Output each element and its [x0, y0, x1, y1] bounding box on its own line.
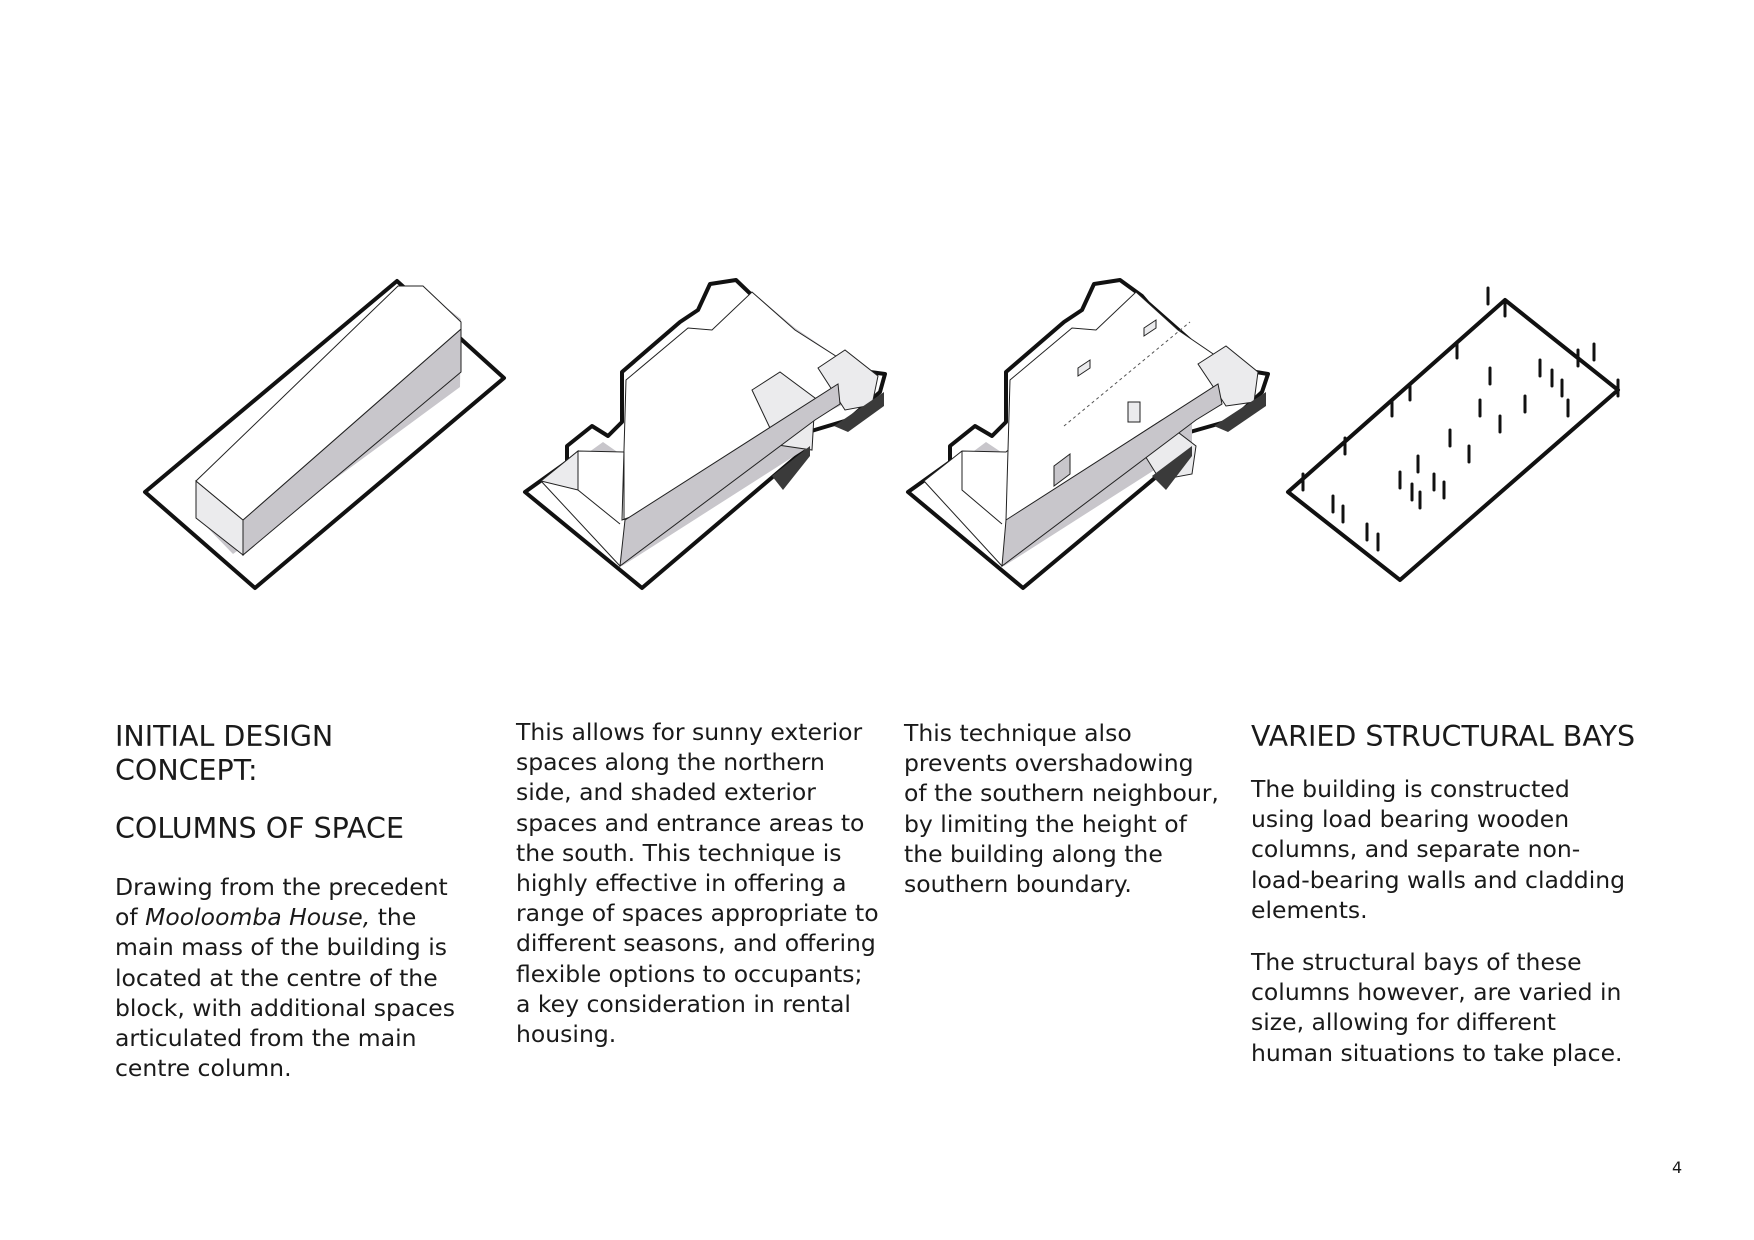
column-1	[115, 720, 475, 1083]
precedent-name: Mooloomba House,	[145, 903, 371, 932]
column-4-paragraph-1: The building is constructed using load bearing wooden columns, and separate non-load-bearing walls and cladding elements.	[1251, 775, 1626, 924]
axo-massing-refined	[908, 280, 1268, 588]
heading-columns-of-space: COLUMNS OF SPACE	[115, 812, 404, 845]
column-2-body: This allows for sunny exterior spaces along the northern side, and shaded exterior spaces and entrance areas to the south. This technique is highly effective in offering a range of spaces appropriate to different seasons, and offering flexible options to occupants; a key consideration in rental housing.	[516, 718, 879, 1049]
column-1-body	[115, 872, 460, 1083]
heading-varied-structural-bays: VARIED STRUCTURAL BAYS	[1251, 720, 1636, 753]
axo-massing-articulated	[525, 280, 885, 588]
axo-massing-single-column	[145, 281, 504, 588]
column-3	[904, 718, 1222, 899]
column-1-body-after: the main mass of the building is located at the centre of the block, with additional spaces articulated from the main centre column.	[115, 903, 455, 1083]
page-number: 4	[1672, 1158, 1683, 1177]
column-4	[1251, 720, 1651, 1068]
column-1-body-before: Drawing from the precedent of	[115, 873, 448, 932]
heading-initial-design-concept: INITIAL DESIGN CONCEPT:	[115, 720, 334, 787]
column-2	[516, 717, 881, 1049]
axo-structural-bays	[1288, 288, 1618, 580]
column-4-paragraph-2: The structural bays of these columns however, are varied in size, allowing for different human situations to take place.	[1251, 948, 1623, 1067]
column-3-body: This technique also prevents overshadowing of the southern neighbour, by limiting the height of the building along the southern boundary.	[904, 719, 1219, 899]
